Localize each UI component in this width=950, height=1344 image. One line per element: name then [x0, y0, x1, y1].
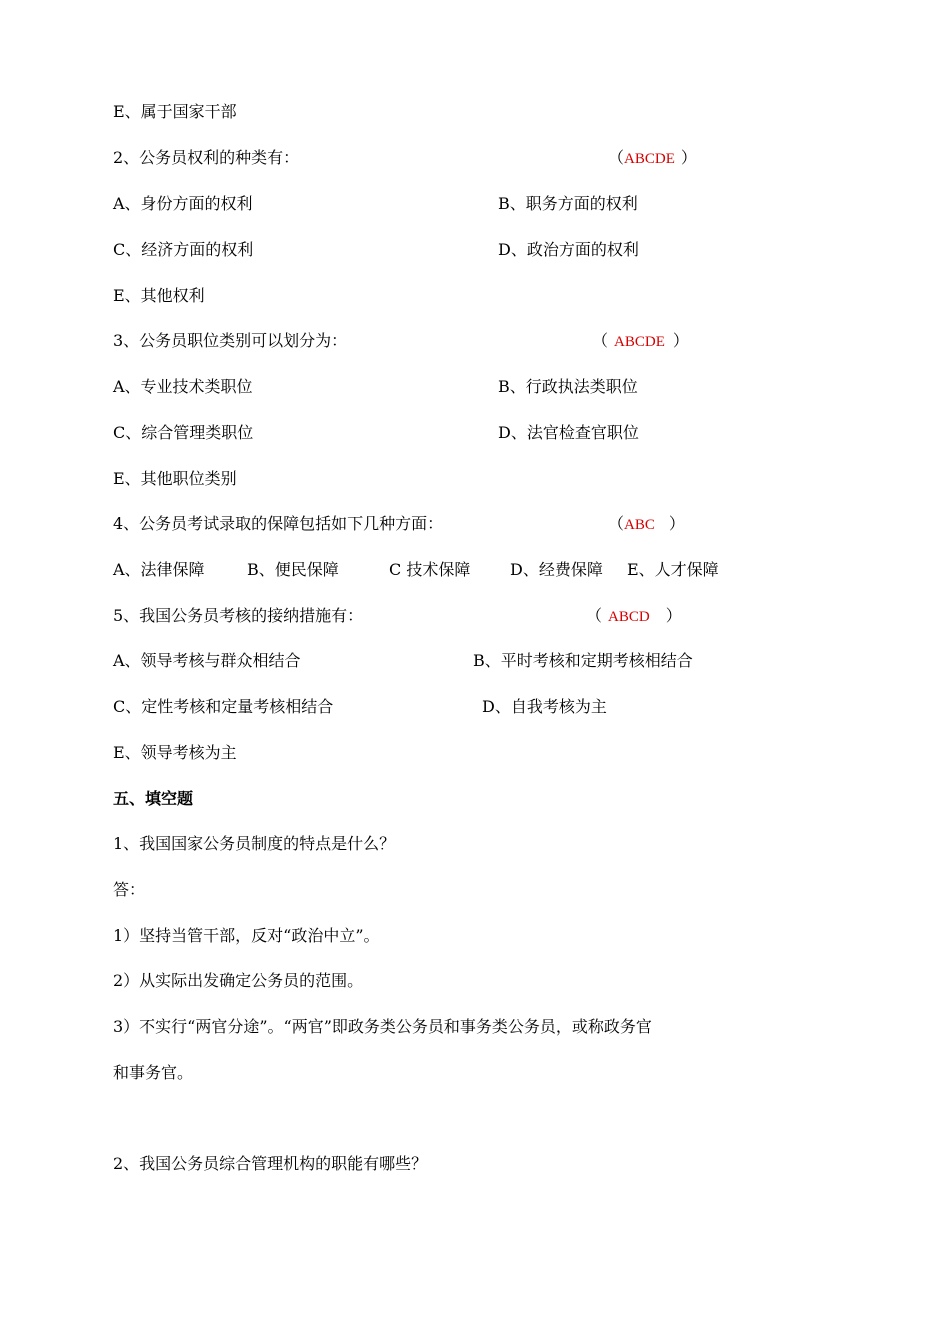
paren-close: ）: [680, 150, 697, 167]
q4-option-a: A、法律保障: [113, 560, 205, 579]
q3-question: 3、公务员职位类别可以划分为：: [113, 331, 348, 350]
fill-q1: 1、我国国家公务员制度的特点是什么？: [113, 834, 396, 853]
q2-question: 2、公务员权利的种类有：: [113, 148, 300, 167]
q2-answer: ABCDE: [624, 151, 675, 167]
q4-option-c: C 技术保障: [389, 560, 471, 579]
q2-option-a: A、身份方面的权利: [113, 194, 253, 213]
paren-close: ）: [665, 608, 682, 625]
answer-point-1: 1）坚持当管干部，反对“政治中立”。: [113, 926, 380, 945]
q3-option-e: E、其他职位类别: [113, 469, 237, 488]
q2-option-d: D、政治方面的权利: [498, 240, 639, 259]
paren-close: ）: [668, 516, 685, 533]
answer-label: 答：: [113, 880, 146, 899]
q3-option-d: D、法官检查官职位: [498, 423, 639, 442]
paren-open: （: [592, 333, 609, 350]
q4-option-d: D、经费保障: [510, 560, 603, 579]
q4-question: 4、公务员考试录取的保障包括如下几种方面：: [113, 514, 444, 533]
q5-option-a: A、领导考核与群众相结合: [113, 651, 301, 670]
q5-answer-blank: [586, 606, 682, 627]
section-heading: 五、填空题: [113, 789, 194, 808]
q3-answer-blank: [592, 331, 689, 352]
q3-option-b: B、行政执法类职位: [498, 377, 638, 396]
paren-open: （: [608, 516, 625, 533]
q2-option-c: C、经济方面的权利: [113, 240, 254, 259]
q4-answer-blank: [608, 514, 685, 535]
q3-option-c: C、综合管理类职位: [113, 423, 254, 442]
paren-open: （: [586, 608, 603, 625]
paren-open: （: [608, 150, 625, 167]
q3-answer: ABCDE: [614, 334, 665, 350]
q2-answer-blank: [608, 148, 697, 169]
q2-option-e: E、其他权利: [113, 286, 205, 305]
q1-option-e: E、属于国家干部: [113, 102, 237, 121]
q4-option-e: E、人才保障: [627, 560, 719, 579]
q5-option-c: C、定性考核和定量考核相结合: [113, 697, 334, 716]
fill-q2: 2、我国公务员综合管理机构的职能有哪些？: [113, 1154, 428, 1173]
paren-close: ）: [672, 333, 689, 350]
answer-point-3-line1: 3）不实行“两官分途”。“两官”即政务类公务员和事务类公务员，或称政务官: [113, 1017, 652, 1036]
answer-point-3-line2: 和事务官。: [113, 1063, 194, 1082]
q5-option-e: E、领导考核为主: [113, 743, 237, 762]
q5-answer: ABCD: [608, 609, 650, 625]
q4-answer: ABC: [624, 517, 655, 533]
answer-point-2: 2）从实际出发确定公务员的范围。: [113, 971, 364, 990]
q5-question: 5、我国公务员考核的接纳措施有：: [113, 606, 364, 625]
q5-option-d: D、自我考核为主: [482, 697, 607, 716]
q2-option-b: B、职务方面的权利: [498, 194, 638, 213]
q3-option-a: A、专业技术类职位: [113, 377, 253, 396]
q5-option-b: B、平时考核和定期考核相结合: [473, 651, 693, 670]
q4-option-b: B、便民保障: [247, 560, 339, 579]
